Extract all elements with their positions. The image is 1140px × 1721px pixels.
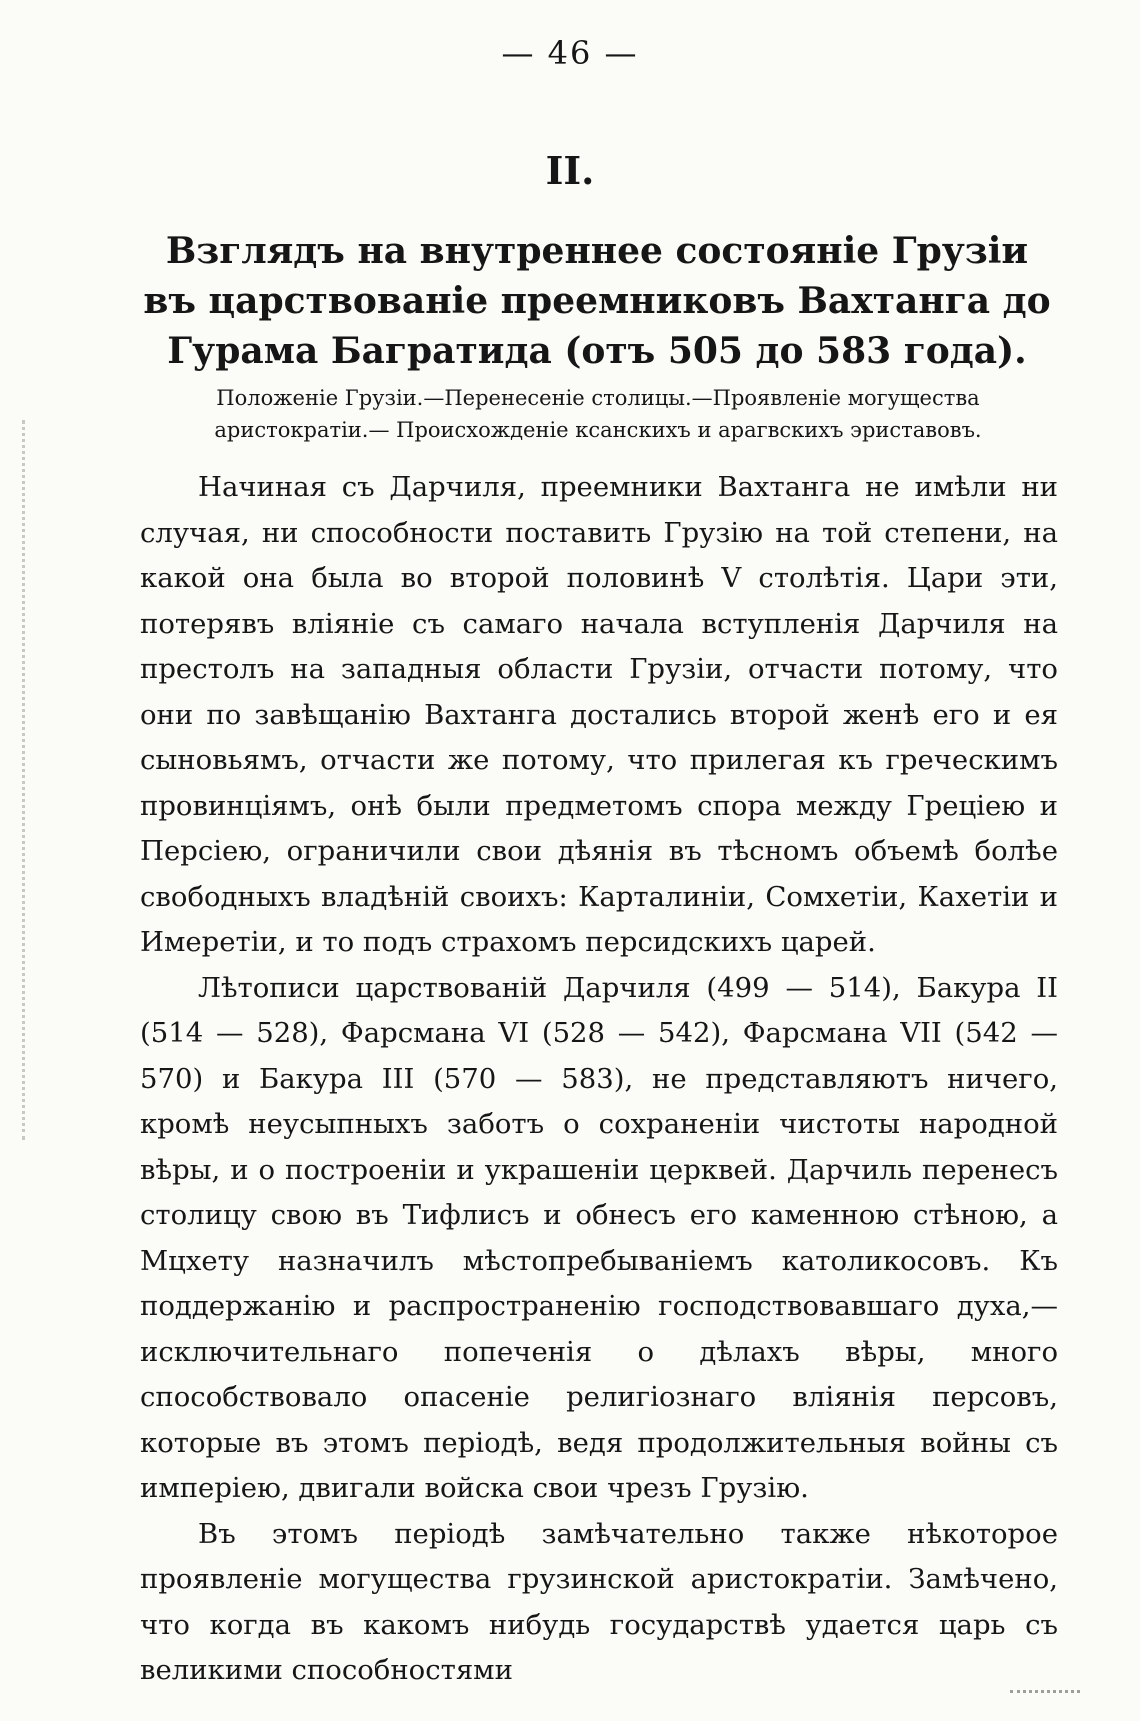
paragraph: Въ этомъ перiодѣ замѣчательно также нѣкоторое проявленie могущества грузинской аристократiи. Замѣчено, что когда въ какомъ нибудь государствѣ удается царь съ великими способностями (140, 1517, 1058, 1686)
body-text (140, 465, 1058, 1694)
paragraph: Лѣтописи царствованiй Дарчиля (499 — 514), Бакура II (514 — 528), Фарсмана VI (528 — 542), Фарсмана VII (542 — 570) и Бакура III (570 — 583), не представляютъ ничего, кромѣ неусыпныхъ заботъ о сохраненiи чистоты народной вѣры, и о построенiи и украшенiи церквей. Дарчиль перенесъ столицу свою въ Тифлисъ и обнесъ его каменною стѣною, а Мцхету назначилъ мѣстопребыванiемъ католикосовъ. Къ поддержанiю и распространенiю господствовавшаго духа,—исключительнаго попеченiя о дѣлахъ вѣры, много способствовало опасенie религiознаго влiянiя персовъ, которые въ этомъ перiодѣ, ведя продолжительныя войны съ имперiею, двигали войска свои чрезъ Грузiю. (140, 971, 1058, 1504)
chapter-title: Взглядъ на внутреннее состоянie Грузiи въ царствованiе преемниковъ Вахтанга до Гурама Багратида (отъ 505 до 583 года). (143, 230, 1051, 372)
chapter-numeral: II. (545, 148, 595, 193)
scan-margin-mark (22, 420, 55, 1140)
page-number: — 46 — (501, 34, 639, 72)
chapter-summary: Положенie Грузiи.—Перенесенie столицы.—Проявленie могущества аристократiи.— Происхожденie ксанскихъ и арагвскихъ эриставовъ. (214, 386, 982, 442)
paragraph: Начиная съ Дарчиля, преемники Вахтанга не имѣли ни случая, ни способности поставить Грузiю на той степени, на какой она была во второй половинѣ V столѣтiя. Цари эти, потерявъ влiянie съ самаго начала вступленiя Дарчиля на престолъ на западныя области Грузiи, отчасти потому, что они по завѣщанiю Вахтанга достались второй женѣ его и ея сыновьямъ, отчасти же потому, что прилегая къ греческимъ провинцiямъ, онѣ были предметомъ спора между Грецiею и Персiею, ограничили свои дѣянiя въ тѣсномъ объемѣ болѣе свободныхъ владѣнiй своихъ: Карталинiи, Сомхетiи, Кахетiи и Имеретiи, и то подъ страхомъ персидскихъ царей. (140, 471, 1058, 958)
scan-corner-mark (1010, 1680, 1080, 1693)
